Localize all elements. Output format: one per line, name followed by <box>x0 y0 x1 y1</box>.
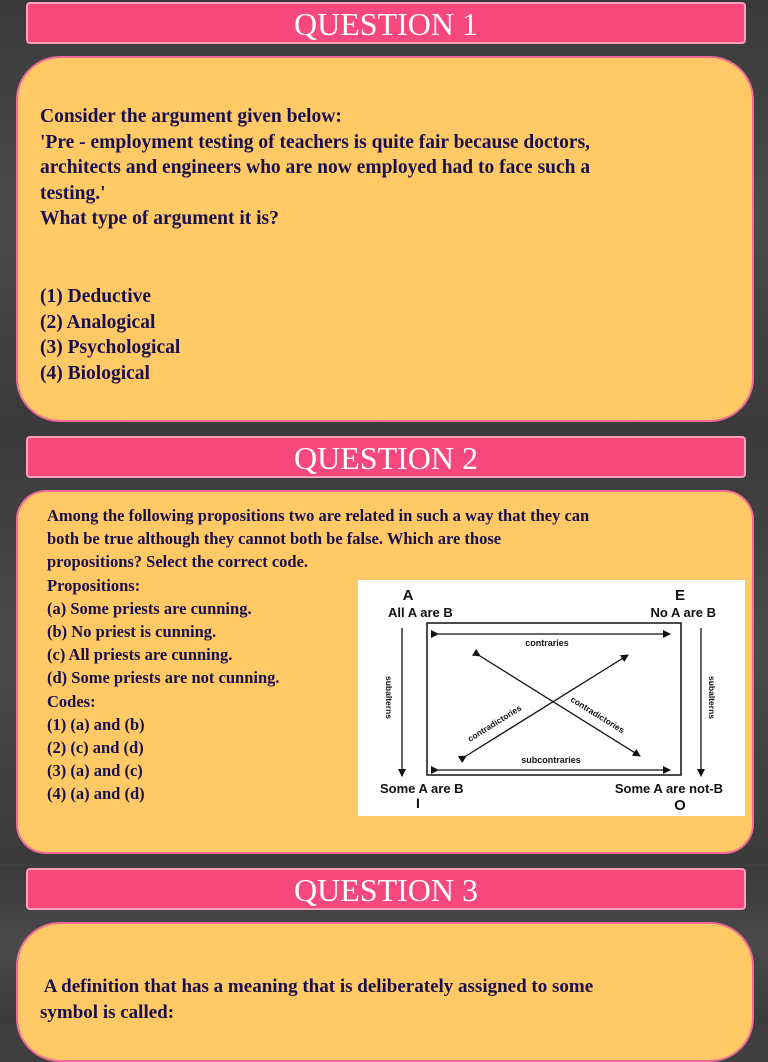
question-2-line: propositions? Select the correct code. <box>47 552 309 572</box>
question-2-line: Codes: <box>47 691 96 711</box>
option-2: (2) Analogical <box>40 311 156 333</box>
question-2-line: (d) Some priests are not cunning. <box>47 668 280 688</box>
proposition-a-label: All A are B <box>388 605 453 620</box>
question-2-line: (2) (c) and (d) <box>47 738 144 758</box>
question-1-line: testing.' <box>40 182 106 204</box>
square-of-opposition-diagram <box>358 580 745 816</box>
subcontraries-label: subcontraries <box>521 755 581 765</box>
question-2-line: (1) (a) and (b) <box>47 714 145 734</box>
question-2-line: (c) All priests are cunning. <box>47 645 233 665</box>
corner-e-letter: E <box>674 587 686 604</box>
question-2-line: (4) (a) and (d) <box>47 784 145 804</box>
question-3-stem <box>40 974 700 1025</box>
proposition-i-label: Some A are B <box>380 781 464 796</box>
question-1-line: Consider the argument given below: <box>40 106 342 127</box>
contradictories-label-right: contradictories <box>568 694 627 736</box>
corner-o-letter: O <box>674 797 686 814</box>
contraries-label: contraries <box>525 638 569 648</box>
question-2-line: (3) (a) and (c) <box>47 761 143 781</box>
question-2-line: Propositions: <box>47 575 141 595</box>
option-3: (3) Psychological <box>40 337 181 358</box>
contradictories-arrow-right <box>480 656 640 756</box>
contradictories-arrow-left <box>466 655 628 756</box>
subalterns-label-right: subalterns <box>707 676 717 719</box>
question-1-line: 'Pre - employment testing of teachers is quite fair because doctors, <box>40 131 591 153</box>
question-3-card <box>16 922 754 1062</box>
question-2-line: (b) No priest is cunning. <box>47 622 217 642</box>
slide-question-2 <box>0 432 768 864</box>
question-2-line: (a) Some priests are cunning. <box>47 598 252 618</box>
question-1-banner: QUESTION 1 <box>26 2 746 44</box>
contradictories-label-left: contradictories <box>465 702 524 744</box>
option-4: (4) Biological <box>40 362 150 384</box>
question-2-banner: QUESTION 2 <box>26 436 746 478</box>
option-1: (1) Deductive <box>40 286 152 307</box>
proposition-o-label: Some A are not-B <box>614 781 723 796</box>
subalterns-label-left: subalterns <box>384 676 394 719</box>
corner-a-letter: A <box>402 587 414 604</box>
question-1-options <box>40 284 180 386</box>
question-3-banner: QUESTION 3 <box>26 868 746 910</box>
question-2-line: both be true although they cannot both be false. Which are those <box>47 529 502 549</box>
question-1-card <box>16 56 754 422</box>
corner-i-letter: I <box>416 795 420 811</box>
question-2-line: Among the following propositions two are related in such a way that they can <box>47 506 590 525</box>
question-1-stem <box>40 104 680 232</box>
proposition-e-label: No A are B <box>650 605 716 620</box>
question-3-line: symbol is called: <box>40 1001 175 1023</box>
question-3-line: A definition that has a meaning that is deliberately assigned to some <box>40 976 594 997</box>
question-1-line: What type of argument it is? <box>40 208 279 229</box>
slide-question-1 <box>0 0 768 432</box>
question-1-line: architects and engineers who are now employed had to face such a <box>40 157 591 178</box>
question-2-card <box>16 490 754 854</box>
square-of-opposition-svg <box>358 580 745 816</box>
slide-question-3 <box>0 866 768 1024</box>
